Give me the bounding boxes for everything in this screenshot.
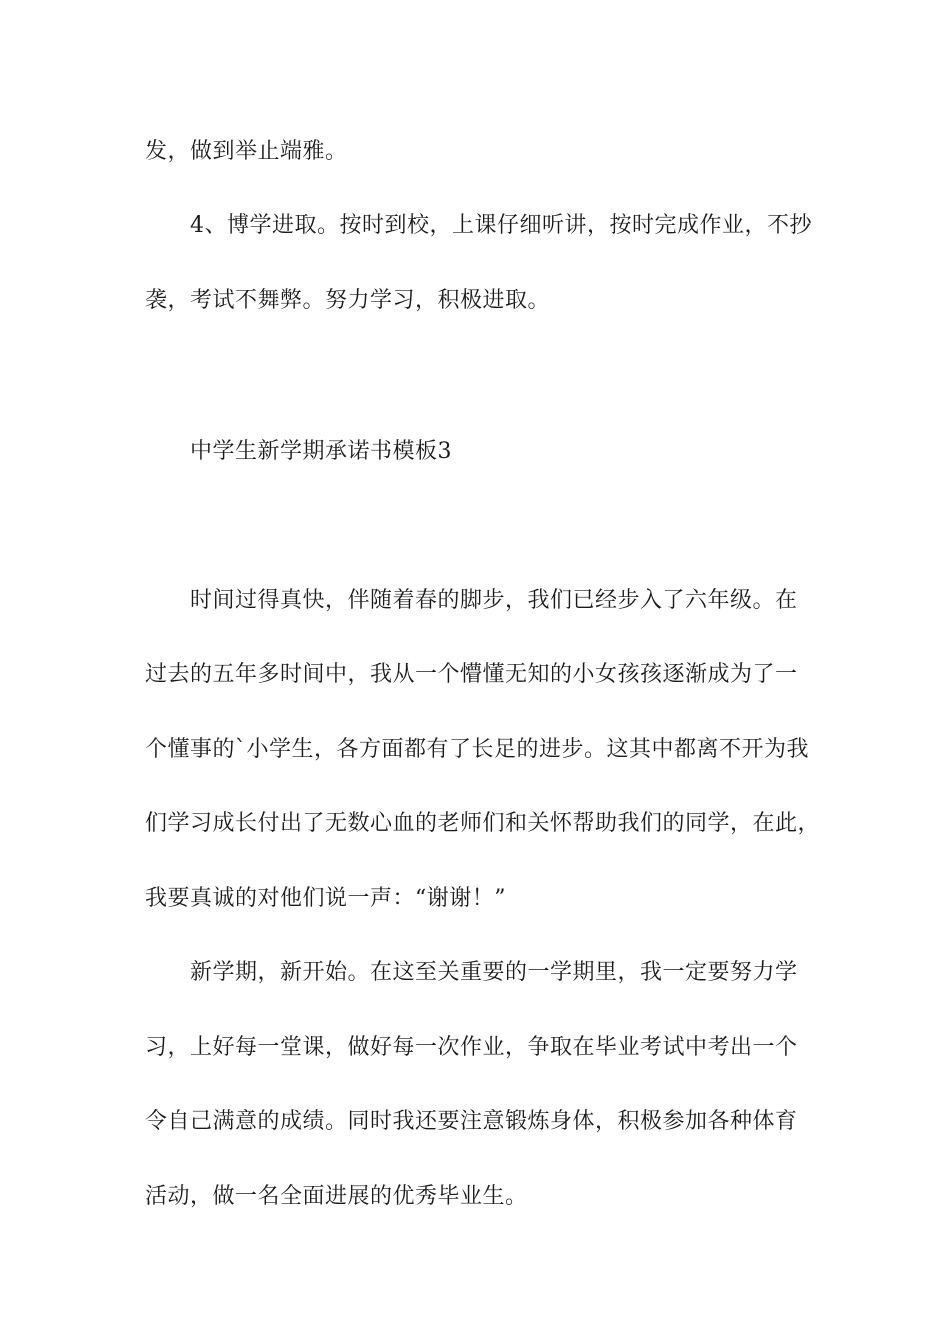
- paragraph-line: 袭，考试不舞弊。努力学习，积极进取。: [145, 288, 551, 313]
- section-heading: 中学生新学期承诺书模板3: [190, 439, 452, 464]
- paragraph-line: 习，上好每一堂课，做好每一次作业，争取在毕业考试中考出一个: [145, 1035, 798, 1060]
- paragraph-line: 个懂事的`小学生，各方面都有了长足的进步。这其中都离不开为我: [145, 737, 810, 762]
- paragraph-line: 令自己满意的成绩。同时我还要注意锻炼身体，积极参加各种体育: [145, 1109, 798, 1134]
- paragraph-line: 我要真诚的对他们说一声：“谢谢！”: [145, 886, 506, 911]
- paragraph-line: 们学习成长付出了无数心血的老师们和关怀帮助我们的同学，在此，: [145, 811, 821, 836]
- paragraph-line: 活动，做一名全面进展的优秀毕业生。: [145, 1184, 528, 1209]
- paragraph-line: 过去的五年多时间中，我从一个懵懂无知的小女孩孩逐渐成为了一: [145, 662, 798, 687]
- paragraph-line: 发，做到举止端雅。: [145, 139, 348, 164]
- paragraph-line: 新学期，新开始。在这至关重要的一学期里，我一定要努力学: [190, 960, 798, 985]
- paragraph-line: 4、博学进取。按时到校，上课仔细听讲，按时完成作业，不抄: [190, 213, 812, 238]
- paragraph-line: 时间过得真快，伴随着春的脚步，我们已经步入了六年级。在: [190, 588, 798, 613]
